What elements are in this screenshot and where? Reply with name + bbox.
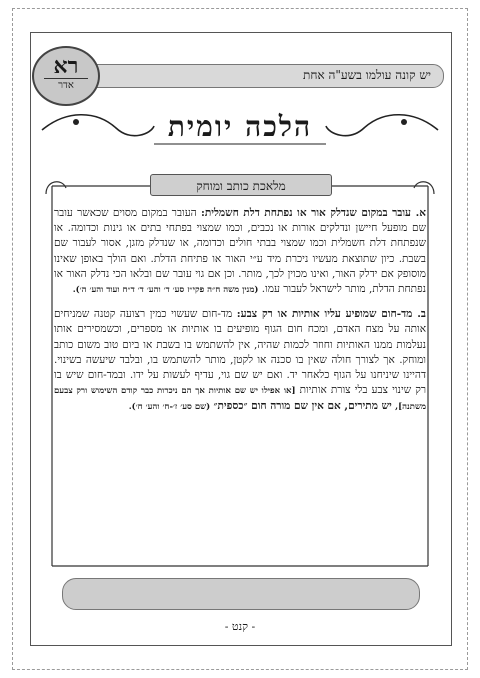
date-badge-month: אדר <box>44 78 88 93</box>
paragraph-1 <box>54 206 426 298</box>
header-tagline: יש קונה עולמו בשע"ה אחת <box>303 68 431 82</box>
title-banner <box>36 104 444 150</box>
paragraph-2-tail: יש מתירים, אם אין שם מורה חום ״כספית״ <box>213 400 392 413</box>
cut-line-left <box>12 8 13 670</box>
header-bar <box>62 64 444 88</box>
paragraph-1-heading: א. עובר במקום שנדלק אור או נפתחת דלת חשמלית: <box>200 207 427 219</box>
cut-line-top <box>12 8 468 9</box>
cut-line-bottom <box>12 669 468 670</box>
date-badge-day: רא <box>53 53 79 79</box>
section-tab <box>150 174 332 196</box>
paragraph-1-text: העובר במקום מסוים שכאשר עובר שם מופעל חיישן ונדלקים אורות או נכבים, וכמו שמצוי בפתחי בתים או גינות וכדומה. או שנפתחת דלת חשמלית וכמו שמצוי בבתי חולים וכדומה, או שנדלק מזגן, אסור לעבור שם בשבת. כיון שתוצאת מעשיו ניכרת מיד ע״י האור או פתיחת הדלת. ואם הולך באופן שאינו מוסופק אם ידלק האור, ואינו מכוין לכך, מותר. וכן אם גוי עובר שם ובלאו הכי נדלק האור או נפתחת הדלת, מותר לישראל לעבור עמו. <box>54 207 426 296</box>
paragraph-2-heading: ב. מד-חום שמופיע עליו אותיות או רק צבע: <box>236 308 426 321</box>
cut-line-right <box>467 8 468 670</box>
paragraph-2-note: [או אפילו יש שם אותיות אך הם ניכרות כבר קודם השימוש ורק צבעם משתנה], <box>54 386 426 413</box>
page-number: - קנט - <box>224 620 256 633</box>
paragraph-2-source: (שם סע׳ ז׳-ח׳ והע׳ ח׳). <box>128 402 211 413</box>
paragraph-2-text: מד-חום שעשוי כמין רצועה קטנה שמניחים אותה על מצח האדם, ומכח חום הגוף מופיעים בו אותיות או מספרים, וכשמסירים אותו נעלמות ממנו האותיות וחוזר לכמות שהיה, אין להשתמש בו בשבת או ביום טוב משום כותב ומוחק. אך לצורך חולה שאין בו סכנה או לקטן, מותר להשתמש בו, ובלבד שיעשה בשינוי. דהיינו שיניחנו על הגוף כלאחר יד. ואם יש שם גוי, עדיף לעשות על ידו. ובמד-חום שיש בו רק שינוי צבע בלי צורת אותיות <box>54 308 427 397</box>
date-badge <box>32 46 100 106</box>
paragraph-1-source: (מנין משה ח״ה פקי״ז סע׳ ד׳ והע׳ ד׳ ד״ח ועוד והע׳ ה׳). <box>72 285 259 296</box>
page-title: הלכה יומית <box>167 110 313 143</box>
footer-bar <box>62 578 420 610</box>
section-title: מלאכת כותב ומוחק <box>196 179 286 193</box>
section-body <box>54 206 426 416</box>
paragraph-2 <box>54 307 426 415</box>
